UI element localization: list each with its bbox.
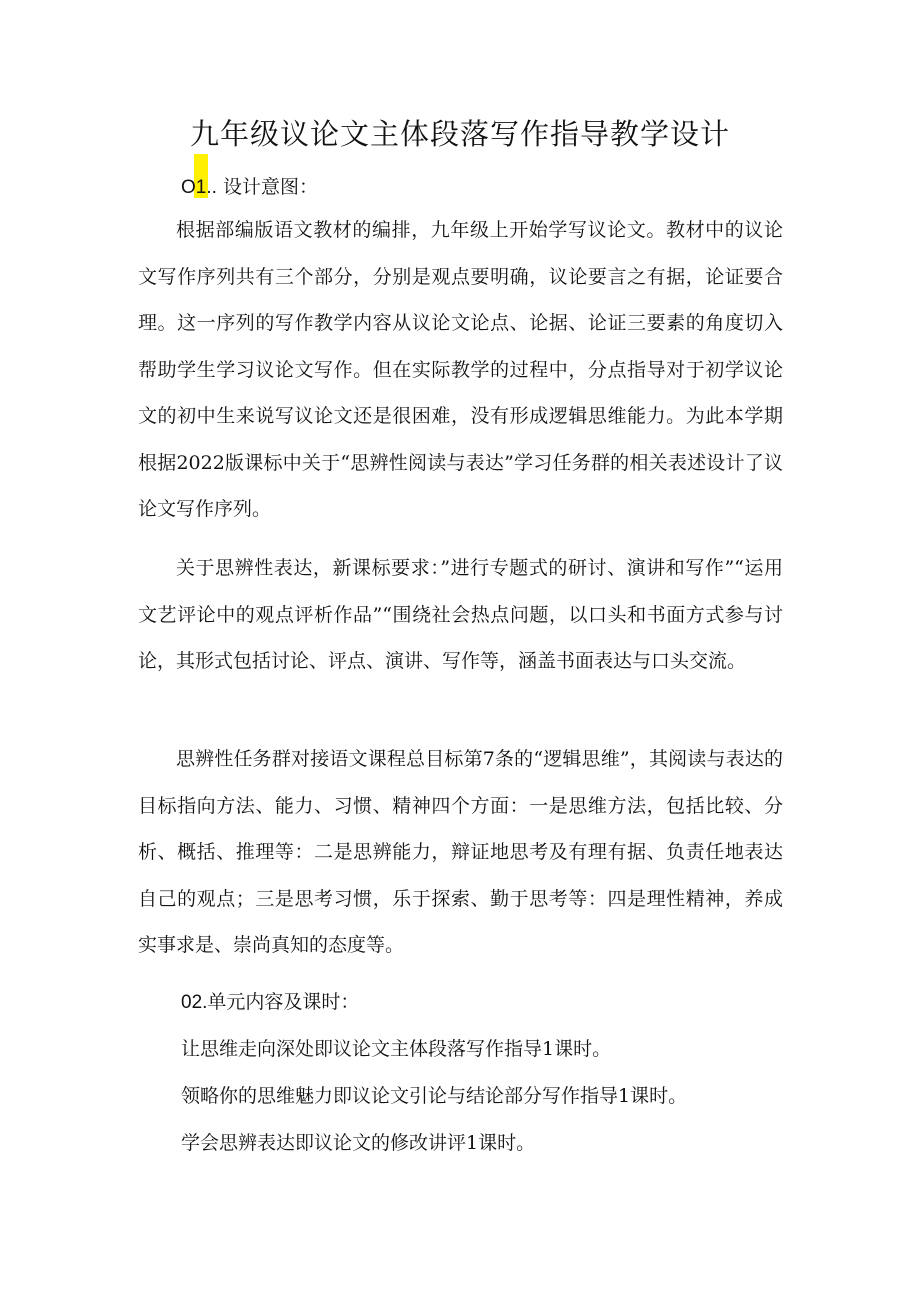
highlighted-section-number <box>181 176 223 198</box>
section-heading-text: 02.单元内容及课时： <box>181 992 360 1013</box>
lesson-item: 让思维走向深处即议论文主体段落写作指导1课时。 <box>181 1038 612 1060</box>
section-heading-unit-content <box>181 987 359 1014</box>
paragraph-design-background: 根据部编版语文教材的编排，九年级上开始学写议论文。教材中的议论文写作序列共有三个部分，分别是观点要明确，议论要言之有据，论证要合理。这一序列的写作教学内容从议论文论点、论据、论证三要素的角度切入帮助学生学习议论文写作。但在实际教学的过程中，分点指导对于初学议论文的初中生来说写议论文还是很困难，没有形成逻辑思维能力。为此本学期根据2022版课标中关于“思辨性阅读与表达”学习任务群的相关表述设计了议论文写作序列。 <box>138 219 783 520</box>
lesson-item: 学会思辨表达即议论文的修改讲评1课时。 <box>181 1132 536 1154</box>
document-title: 九年级议论文主体段落写作指导教学设计 <box>189 117 730 151</box>
section-number: O1.. <box>181 177 217 198</box>
paragraph-curriculum-requirement: 关于思辨性表达，新课标要求：”进行专题式的研讨、演讲和写作”“运用文艺评论中的观点评析作品”“围绕社会热点问题，以口头和书面方式参与讨论，其形式包括讨论、评点、演讲、写作等，涵盖书面表达与口头交流。 <box>138 557 783 672</box>
section-heading-design-intent <box>181 172 318 199</box>
lesson-item: 领略你的思维魅力即议论文引论与结论部分写作指导1课时。 <box>181 1085 688 1107</box>
paragraph-task-group-goals: 思辨性任务群对接语文课程总目标第7条的“逻辑思维”，其阅读与表达的目标指向方法、能力、习惯、精神四个方面：一是思维方法，包括比较、分析、概括、推理等：二是思辨能力，辩证地思考及有理有据、负责任地表达自己的观点；三是思考习惯，乐于探索、勤于思考等：四是理性精神，养成实事求是、崇尚真知的态度等。 <box>138 748 783 956</box>
section-label: 设计意图： <box>222 176 318 198</box>
